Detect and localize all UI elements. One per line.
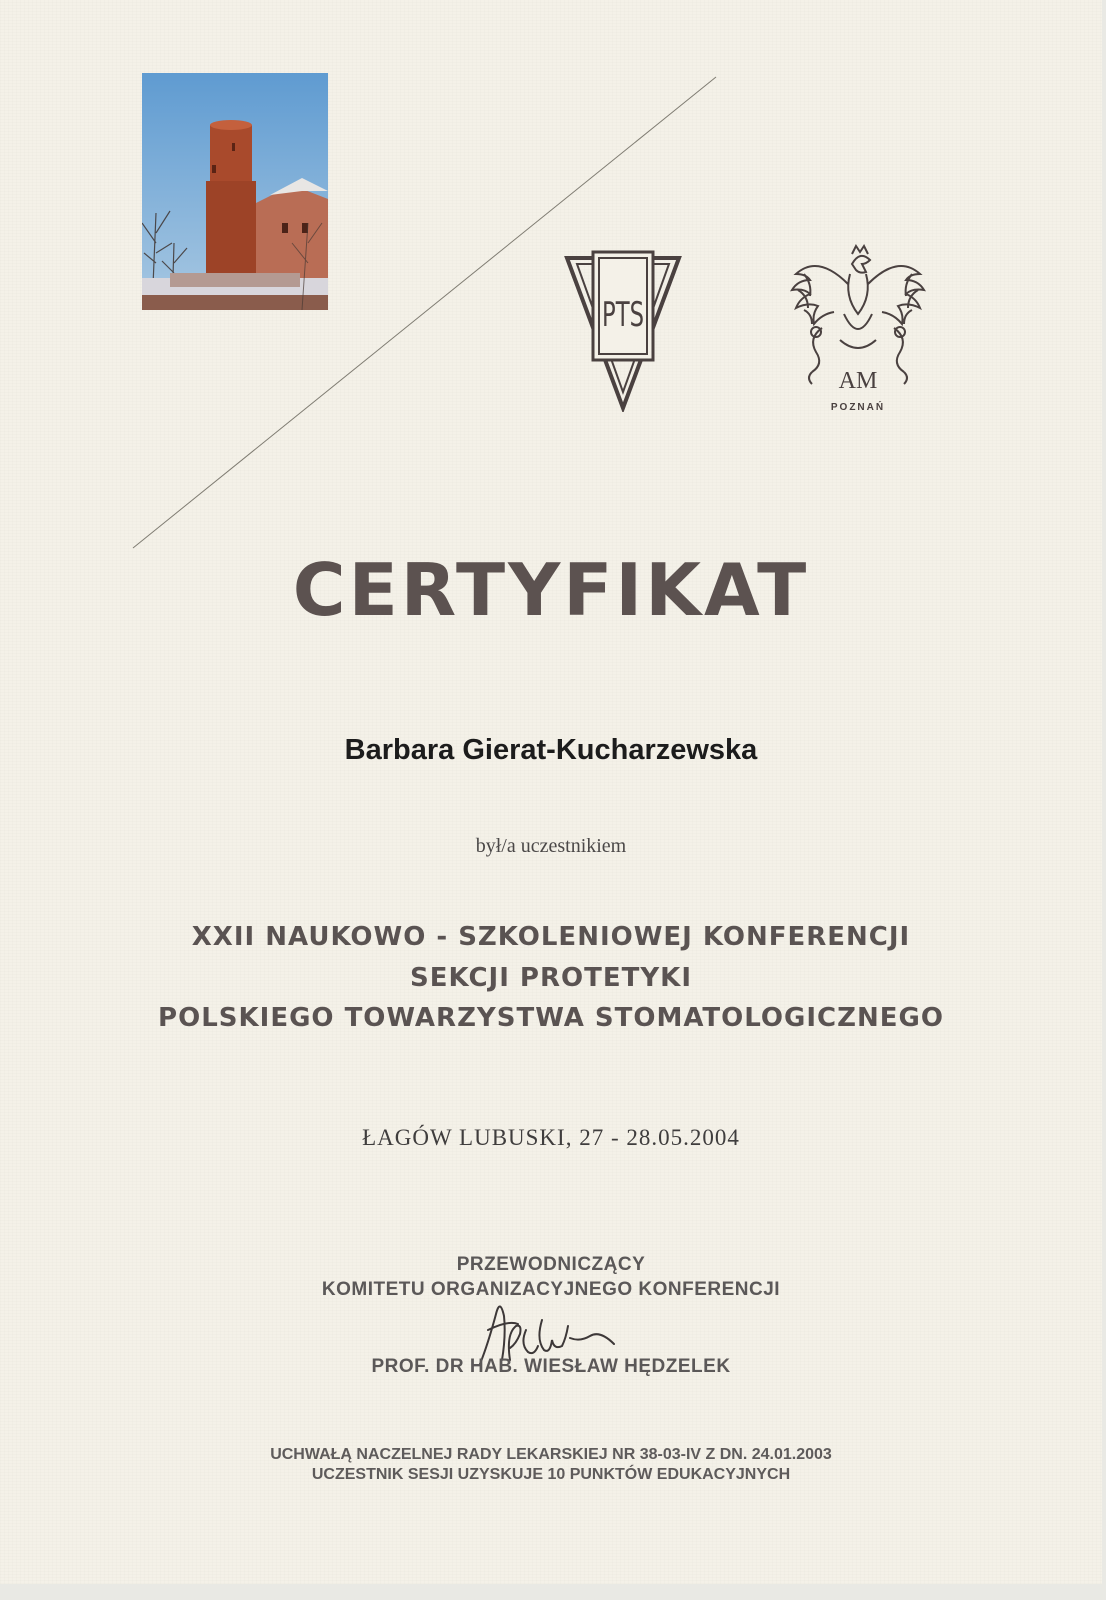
am-logo-text: AM — [838, 368, 878, 394]
footer-note-2: UCZESTNIK SESJI UZYSKUJE 10 PUNKTÓW EDUKACYJNYCH — [311, 1466, 791, 1483]
place-and-date: ŁAGÓW LUBUSKI, 27 - 28.05.2004 — [362, 1125, 740, 1150]
organizer-role-2: KOMITETU ORGANIZACYJNEGO KONFERENCJI — [321, 1279, 781, 1300]
am-logo-city: POZNAŃ — [830, 402, 886, 413]
pts-logo-icon — [563, 250, 683, 412]
recipient-name: Barbara Gierat-Kucharzewska — [344, 734, 758, 766]
eagle-emblem-icon — [782, 244, 934, 414]
participation-text: był/a uczestnikiem — [475, 835, 627, 857]
conference-line-1: XXII NAUKOWO - SZKOLENIOWEJ KONFERENCJI — [191, 922, 911, 952]
pts-logo-text: PTS — [602, 295, 644, 335]
organizer-role-1: PRZEWODNICZĄCY — [456, 1254, 646, 1275]
conference-line-3: POLSKIEGO TOWARZYSTWA STOMATOLOGICZNEGO — [158, 1003, 944, 1033]
certificate-title: CERTYFIKAT — [292, 548, 810, 632]
castle-tower-photo — [142, 73, 328, 310]
footer-note-1: UCHWAŁĄ NACZELNEJ RADY LEKARSKIEJ NR 38-03-IV Z DN. 24.01.2003 — [270, 1446, 832, 1463]
conference-line-2: SEKCJI PROTETYKI — [409, 963, 692, 993]
organizer-name: PROF. DR HAB. WIESŁAW HĘDZELEK — [371, 1356, 731, 1377]
